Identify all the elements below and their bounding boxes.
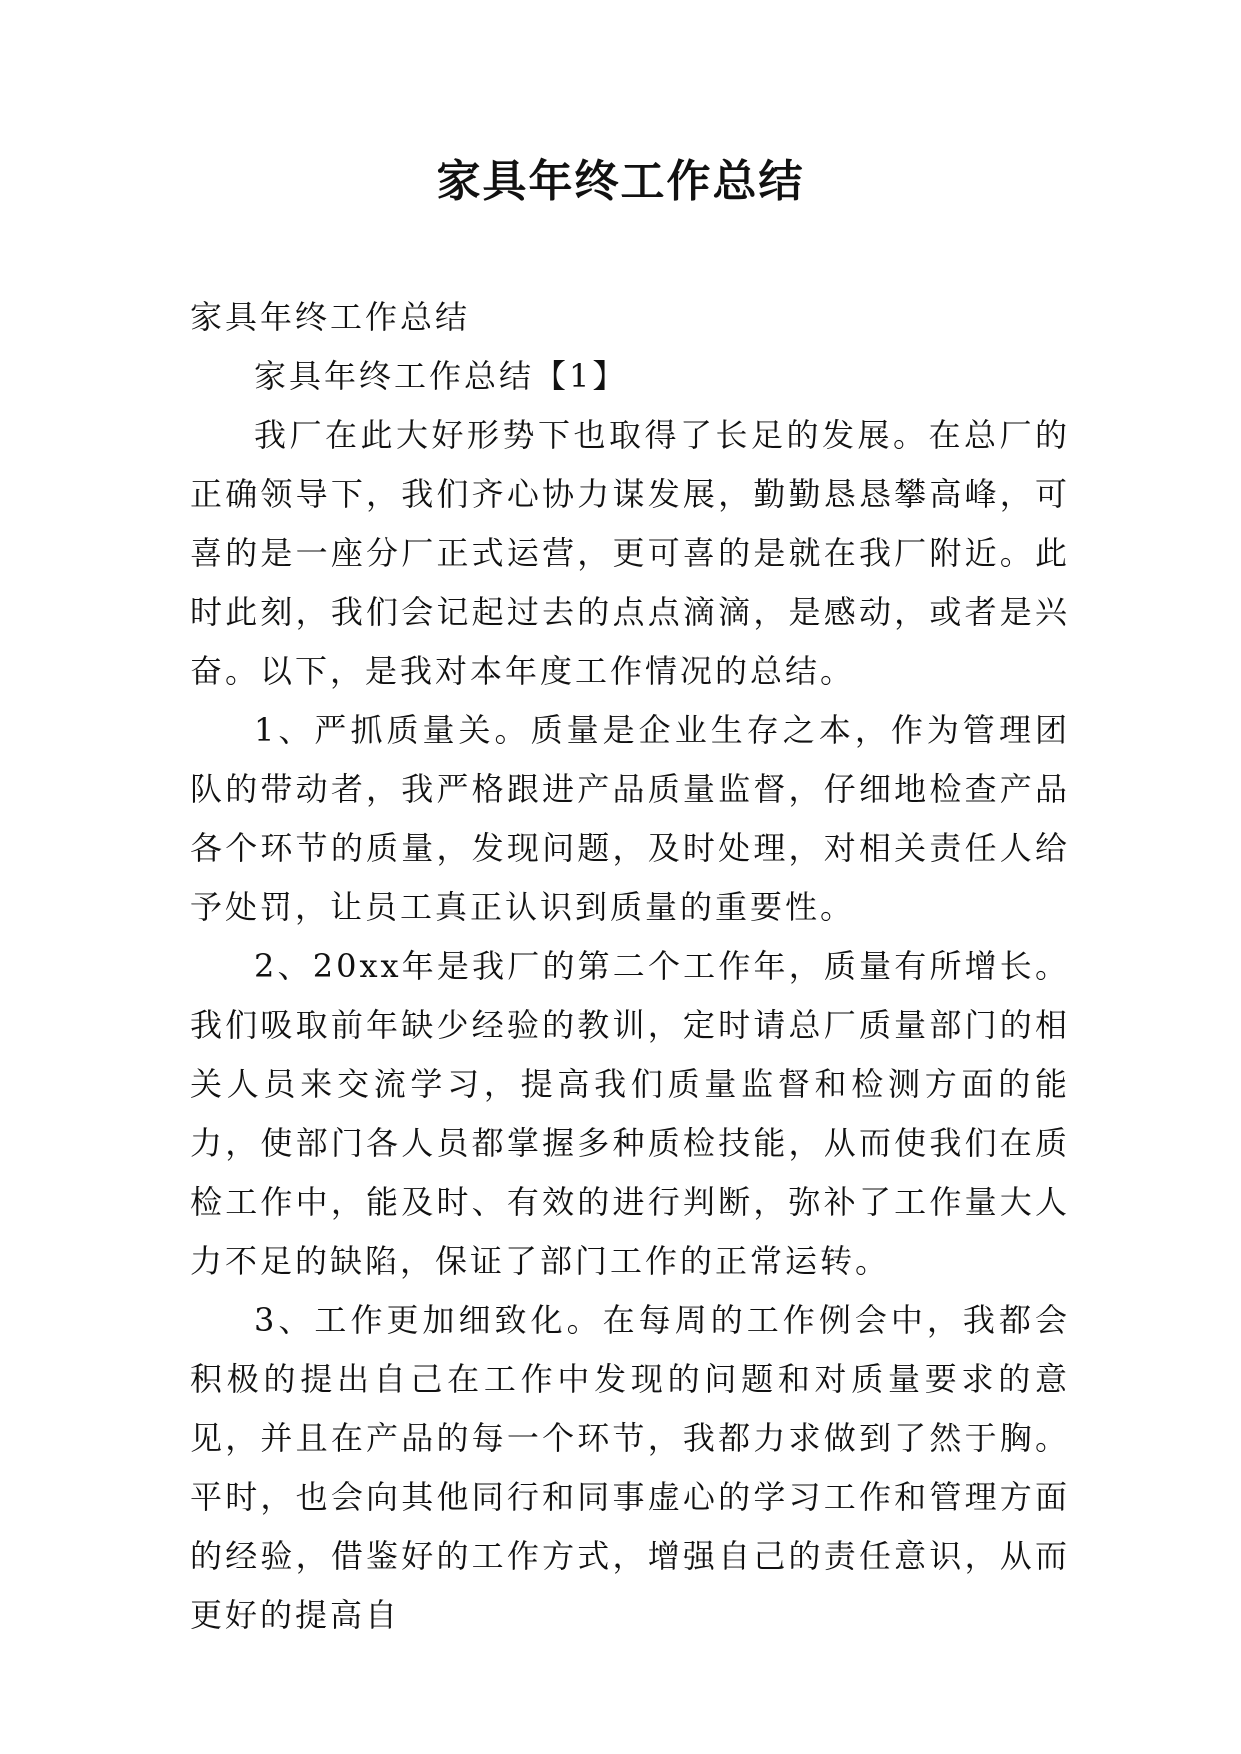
paragraph-item-2: 2、20xx年是我厂的第二个工作年，质量有所增长。我们吸取前年缺少经验的教训，定时请总厂质量部门的相关人员来交流学习，提高我们质量监督和检测方面的能力，使部门各人员都掌握多种质检技能，从而使我们在质检工作中，能及时、有效的进行判断，弥补了工作量大人力不足的缺陷，保证了部门工作的正常运转。 [190,947,1070,1280]
paragraph-item-3: 3、工作更加细致化。在每周的工作例会中，我都会积极的提出自己在工作中发现的问题和对质量要求的意见，并且在产品的每一个环节，我都力求做到了然于胸。平时，也会向其他同行和同事虚心的学习工作和管理方面的经验，借鉴好的工作方式，增强自己的责任意识，从而更好的提高自 [190,1301,1070,1634]
document-subtitle: 家具年终工作总结 [190,298,471,336]
paragraph-item-1: 1、严抓质量关。质量是企业生存之本，作为管理团队的带动者，我严格跟进产品质量监督，仔细地检查产品各个环节的质量，发现问题，及时处理，对相关责任人给予处罚，让员工真正认识到质量的重要性。 [190,711,1070,926]
section-heading: 家具年终工作总结【1】 [254,357,628,395]
document-body [190,288,1070,1645]
page-title: 家具年终工作总结 [436,156,805,207]
paragraph-intro: 我厂在此大好形势下也取得了长足的发展。在总厂的正确领导下，我们齐心协力谋发展，勤勤恳恳攀高峰，可喜的是一座分厂正式运营，更可喜的是就在我厂附近。此时此刻，我们会记起过去的点点滴滴，是感动，或者是兴奋。以下，是我对本年度工作情况的总结。 [190,416,1070,690]
